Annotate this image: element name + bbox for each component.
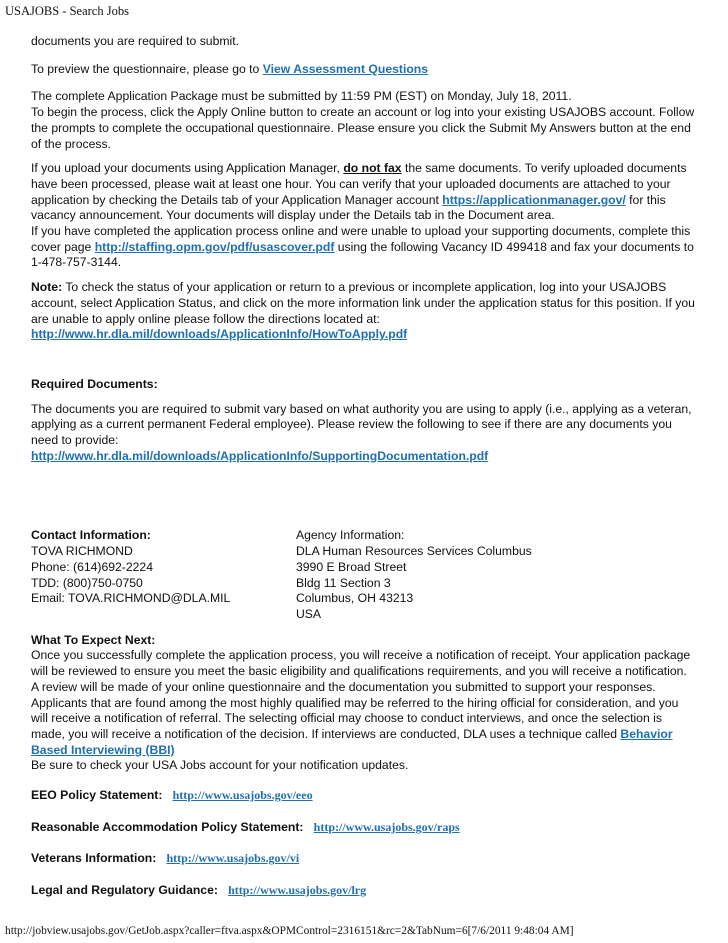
agency-name: DLA Human Resources Services Columbus	[296, 544, 532, 559]
legal-row	[31, 883, 696, 899]
supporting-documentation-link[interactable]: http://www.hr.dla.mil/downloads/ApplicationInfo/SupportingDocumentation.pdf	[31, 448, 489, 463]
contact-heading: Contact Information:	[31, 528, 151, 543]
agency-country: USA	[296, 607, 322, 621]
page-footer-url: http://jobview.usajobs.gov/GetJob.aspx?caller=ftva.aspx&OPMControl=2316151&rc=2&TabNum=6[7/6/2011 9:48:04 AM]	[5, 925, 574, 937]
note-text: To check the status of your application or return to a previous or incomplete application, log into your USAJOBS account, select Application Status, and click on the more information link under the application status for this position. If you are unable to apply online please follow the directions located at:	[31, 280, 695, 326]
agency-info	[296, 528, 532, 622]
legal-link[interactable]: http://www.usajobs.gov/lrg	[228, 883, 367, 898]
agency-city: Columbus, OH 43213	[296, 591, 414, 606]
upload-text-mid: the same documents. To verify uploaded documents have been processed, please wait at least one hour. You can verify that your uploaded documents are attached to your application by checking the Details tab of your Application Manager account	[31, 161, 687, 207]
veterans-row	[31, 851, 696, 867]
upload-text-post: for this vacancy announcement. Your documents will display under the Details tab in the Document area.	[31, 192, 666, 223]
what-to-expect-heading: What To Expect Next:	[31, 632, 156, 647]
usascover-pdf-link[interactable]: http://staffing.opm.gov/pdf/usascover.pdf	[94, 239, 335, 254]
job-content	[31, 34, 696, 899]
eeo-label: EEO Policy Statement:	[31, 788, 163, 803]
required-documents-heading: Required Documents:	[31, 376, 158, 391]
ra-label: Reasonable Accommodation Policy Statement:	[31, 819, 304, 834]
fax-text-post: using the following Vacancy ID 499418 and fax your documents to 1-478-757-3144.	[31, 239, 694, 270]
contact-tdd: TDD: (800)750-0750	[31, 575, 143, 590]
legal-label: Legal and Regulatory Guidance:	[31, 883, 218, 898]
check-account-text: Be sure to check your USA Jobs account for your notification updates.	[31, 758, 409, 773]
note-paragraph	[31, 280, 696, 343]
bbi-link[interactable]: Behavior Based Interviewing (BBI)	[31, 726, 673, 757]
eeo-link[interactable]: http://www.usajobs.gov/eeo	[172, 788, 313, 803]
agency-street: 3990 E Broad Street	[296, 559, 407, 574]
veterans-link[interactable]: http://www.usajobs.gov/vi	[166, 851, 300, 866]
reasonable-accommodation-row	[31, 820, 696, 836]
supporting-doc-paragraph	[31, 449, 696, 465]
view-assessment-questions-link[interactable]: View Assessment Questions	[262, 61, 428, 76]
note-label: Note:	[31, 280, 63, 295]
preview-text: To preview the questionnaire, please go to	[31, 61, 263, 76]
page-header-title: USAJOBS - Search Jobs	[5, 4, 129, 18]
begin-process-text: To begin the process, click the Apply Online button to create an account or log into your existing USAJOBS account. Follow the prompts to complete the occupational questionnaire. Please ensure you click the Submit My Answers button at the end of the process.	[31, 105, 695, 151]
how-to-apply-link[interactable]: http://www.hr.dla.mil/downloads/ApplicationInfo/HowToApply.pdf	[31, 327, 408, 342]
what-to-expect-text: Once you successfully complete the application process, you will receive a notification of receipt. Your application package will be reviewed to ensure you meet the basic eligibility and qualifications requirements, and you will receive a notification. A review will be made of your online questionnaire and the documentation you submitted to support your responses. Applicants that are found among the most highly qualified may be referred to the hiring official for consideration, and you will receive a notification of referral. The selecting official may choose to conduct interviews, and once the selection is made, you will receive a notification of the decision. If interviews are conducted, DLA uses a technique called	[31, 648, 691, 741]
contact-phone: Phone: (614)692-2224	[31, 559, 153, 574]
contact-name: TOVA RICHMOND	[31, 544, 133, 559]
contact-email: Email: TOVA.RICHMOND@DLA.MIL	[31, 591, 231, 606]
fax-paragraph	[31, 224, 696, 271]
application-manager-link[interactable]: https://applicationmanager.gov/	[442, 192, 626, 207]
fax-text-pre: If you have completed the application process online and were unable to upload your supporting documents, complete this cover page	[31, 224, 691, 254]
agency-building: Bldg 11 Section 3	[296, 575, 391, 590]
complete-package-text: The complete Application Package must be submitted by 11:59 PM (EST) on Monday, July 18, 2011.	[31, 89, 572, 104]
ra-link[interactable]: http://www.usajobs.gov/raps	[313, 819, 460, 834]
preview-paragraph	[31, 62, 696, 78]
do-not-fax-text: do not fax	[343, 161, 402, 176]
contact-person	[31, 544, 296, 623]
required-documents-text: The documents you are required to submit vary based on what authority you are using to apply (i.e., applying as a veteran, applying as a current permanent Federal employee). Please review the following to see if there are any documents you need to provide:	[31, 401, 692, 448]
docs-line: documents you are required to submit.	[31, 34, 239, 48]
upload-text-pre: If you upload your documents using Application Manager,	[31, 161, 344, 176]
veterans-label: Veterans Information:	[31, 851, 157, 866]
what-to-expect-paragraph	[31, 648, 696, 758]
agency-heading: Agency Information:	[296, 528, 405, 543]
eeo-row	[31, 788, 696, 804]
upload-paragraph	[31, 161, 696, 224]
